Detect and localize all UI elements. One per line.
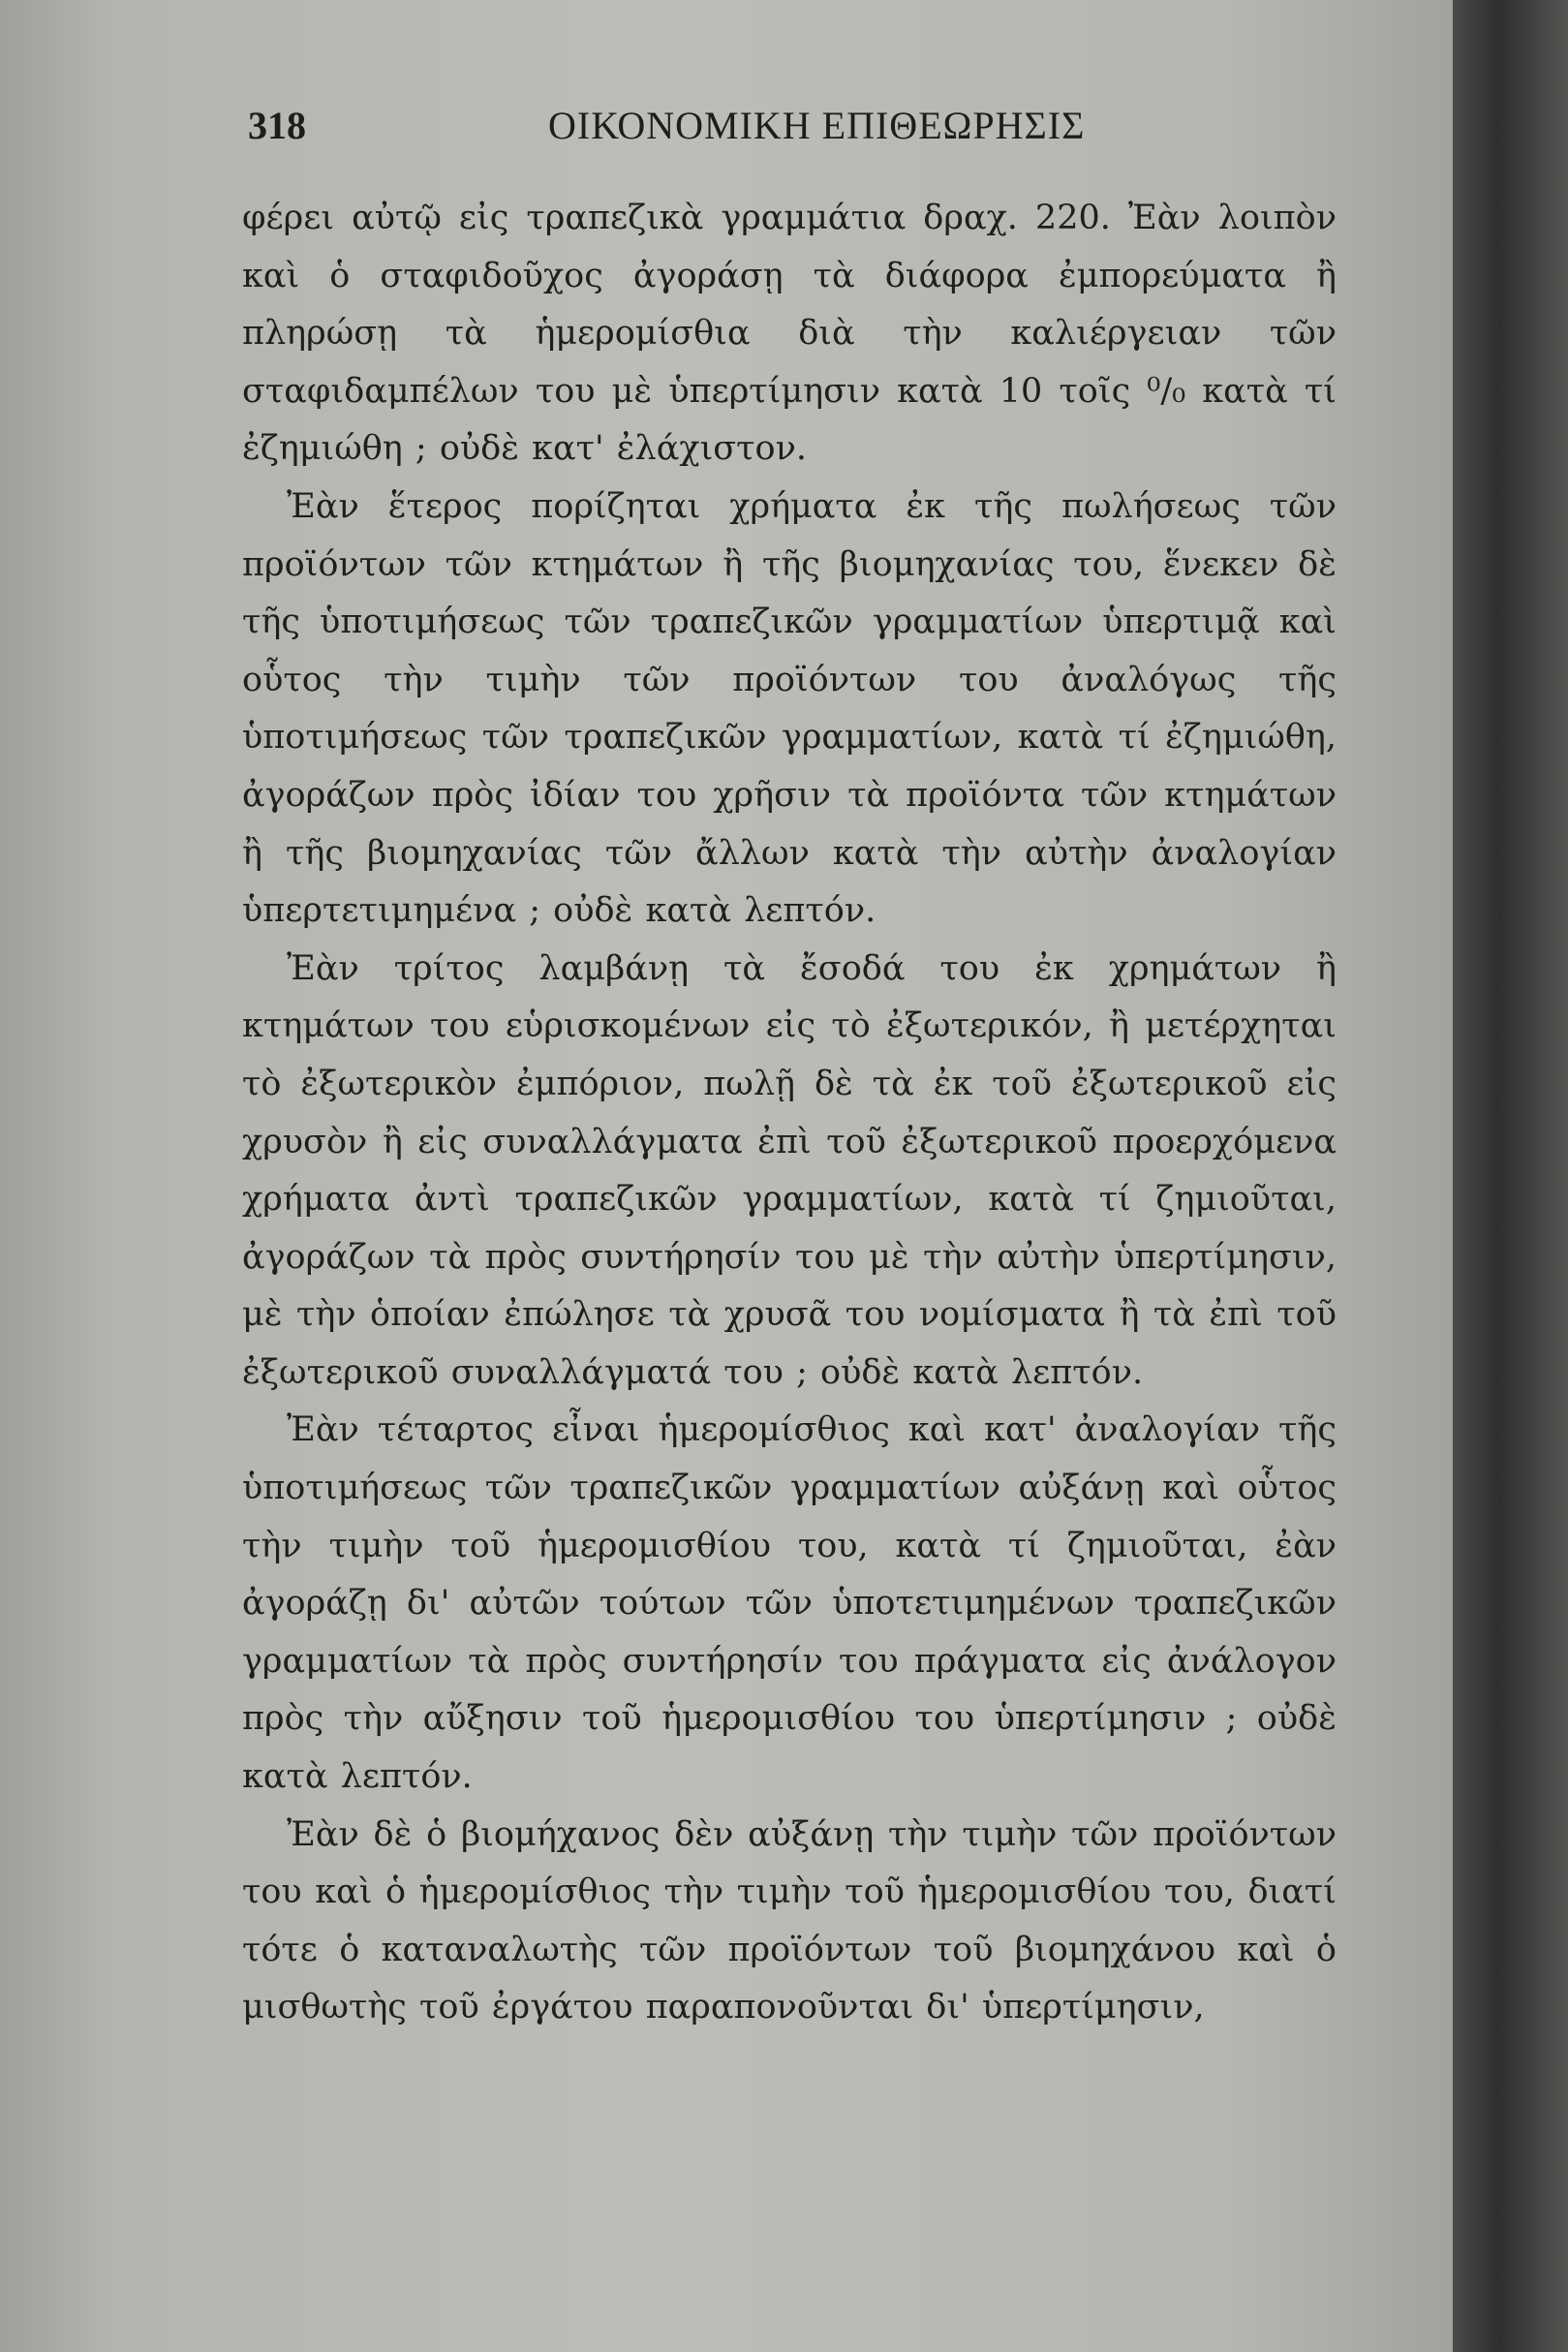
paragraph-1: φέρει αὐτῷ εἰς τραπεζικὰ γραμμάτια δραχ. 220. Ἐὰν λοιπὸν καὶ ὁ σταφιδοῦχος ἀγοράσῃ τὰ διάφορα ἐμπορεύματα ἢ πληρώσῃ τὰ ἡμερομίσθια διὰ τὴν καλιέργειαν τῶν σταφιδαμπέλων του μὲ ὑπερτίμησιν κατὰ 10 τοῖς ⁰/₀ κατὰ τί ἐζημιώθη ; οὐδὲ κατ' ἐλάχιστον.	[242, 199, 1337, 469]
page-body	[242, 190, 1337, 2037]
paragraph-3: Ἐὰν τρίτος λαμβάνῃ τὰ ἔσοδά του ἐκ χρημάτων ἢ κτημάτων του εὑρισκομένων εἰς τὸ ἐξωτερικόν, ἢ μετέρχηται τὸ ἐξωτερικὸν ἐμπόριον, πωλῇ δὲ τὰ ἐκ τοῦ ἐξωτερικοῦ εἰς χρυσὸν ἢ εἰς συναλλάγματα ἐπὶ τοῦ ἐξωτερικοῦ προερχόμενα χρήματα ἀντὶ τραπεζικῶν γραμματίων, κατὰ τί ζημιοῦται, ἀγοράζων τὰ πρὸς συντήρησίν του μὲ τὴν αὐτὴν ὑπερτίμησιν, μὲ τὴν ὁποίαν ἐπώλησε τὰ χρυσᾶ του νομίσματα ἢ τὰ ἐπὶ τοῦ ἐξωτερικοῦ συναλλάγματά του ; οὐδὲ κατὰ λεπτόν.	[242, 948, 1337, 1392]
paragraph-2: Ἐὰν ἕτερος πορίζηται χρήματα ἐκ τῆς πωλήσεως τῶν προϊόντων τῶν κτημάτων ἢ τῆς βιομηχανίας του, ἕνεκεν δὲ τῆς ὑποτιμήσεως τῶν τραπεζικῶν γραμματίων ὑπερτιμᾷ καὶ οὗτος τὴν τιμὴν τῶν προϊόντων του ἀναλόγως τῆς ὑποτιμήσεως τῶν τραπεζικῶν γραμματίων, κατὰ τί ἐζημιώθη, ἀγοράζων πρὸς ἰδίαν του χρῆσιν τὰ προϊόντα τῶν κτημάτων ἢ τῆς βιομηχανίας τῶν ἄλλων κατὰ τὴν αὐτὴν ἀναλογίαν ὑπερτετιμημένα ; οὐδὲ κατὰ λεπτόν.	[242, 486, 1337, 931]
page-number: 318	[248, 104, 306, 147]
paragraph-4: Ἐὰν τέταρτος εἶναι ἡμερομίσθιος καὶ κατ' ἀναλογίαν τῆς ὑποτιμήσεως τῶν τραπεζικῶν γραμματίων αὐξάνῃ καὶ οὗτος τὴν τιμὴν τοῦ ἡμερομισθίου του, κατὰ τί ζημιοῦται, ἐὰν ἀγοράζῃ δι' αὐτῶν τούτων τῶν ὑποτετιμημένων τραπεζικῶν γραμματίων τὰ πρὸς συντήρησίν του πράγματα εἰς ἀνάλογον πρὸς τὴν αὔξησιν τοῦ ἡμερομισθίου του ὑπερτίμησιν ; οὐδὲ κατὰ λεπτόν.	[242, 1410, 1337, 1797]
page-header	[248, 97, 1342, 165]
book-gutter-shadow	[1453, 0, 1568, 2352]
paragraph-5: Ἐὰν δὲ ὁ βιομήχανος δὲν αὐξάνῃ τὴν τιμὴν τῶν προϊόντων του καὶ ὁ ἡμερομίσθιος τὴν τιμὴν τοῦ ἡμερομισθίου του, διατί τότε ὁ καταναλωτὴς τῶν προϊόντων τοῦ βιομηχάνου καὶ ὁ μισθωτὴς τοῦ ἐργάτου παραπονοῦνται δι' ὑπερτίμησιν,	[242, 1814, 1337, 2027]
running-title: ΟΙΚΟΝΟΜΙΚΗ ΕΠΙΘΕΩΡΗΣΙΣ	[548, 104, 1086, 147]
